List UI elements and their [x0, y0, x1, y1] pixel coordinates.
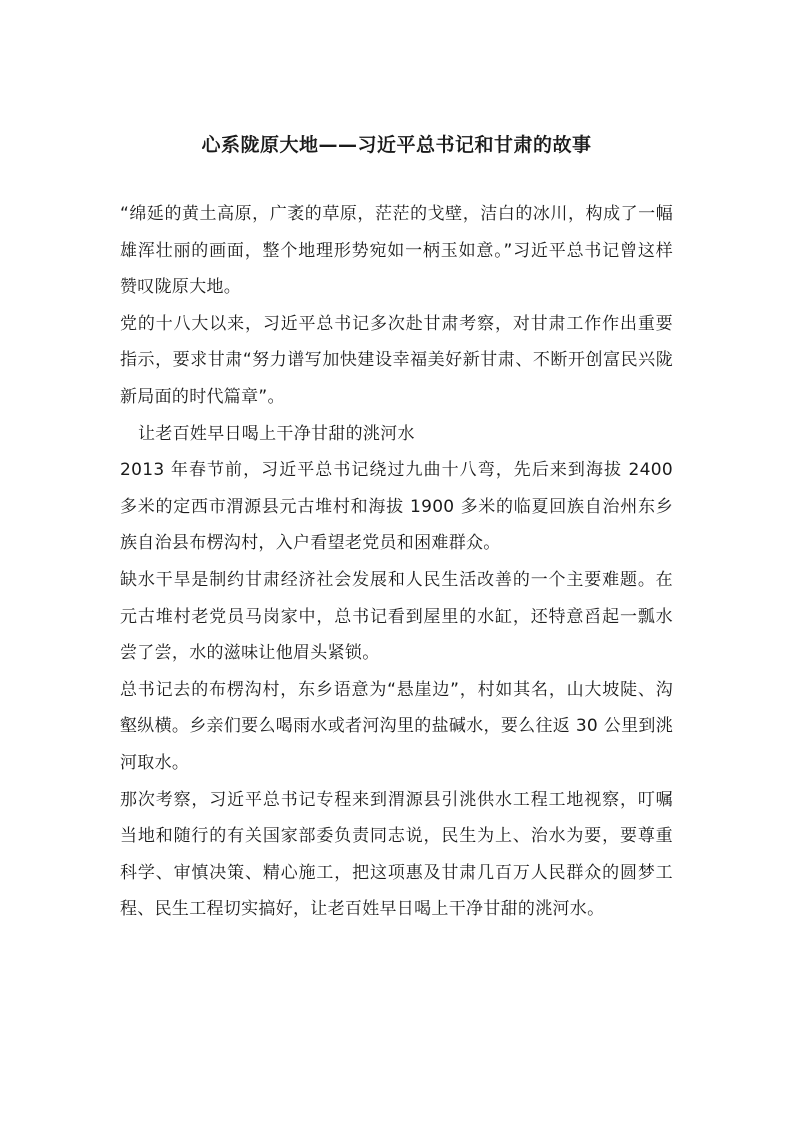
section-subheading: 让老百姓早日喝上干净甘甜的洮河水: [138, 423, 415, 444]
document-title: 心系陇原大地——习近平总书记和甘肃的故事: [201, 134, 592, 156]
document-body: [120, 196, 673, 928]
paragraph-inspection-overview: 党的十八大以来，习近平总书记多次赴甘肃考察，对甘肃工作作出重要指示，要求甘肃“努力谱写加快建设幸福美好新甘肃、不断开创富民兴陇新局面的时代篇章”。: [120, 313, 673, 407]
paragraph-water-shortage: 缺水干旱是制约甘肃经济社会发展和人民生活改善的一个主要难题。在元古堆村老党员马岗家中，总书记看到屋里的水缸，还特意舀起一瓢水尝了尝，水的滋味让他眉头紧锁。: [120, 569, 673, 664]
paragraph-intro-quote: “绵延的黄土高原，广袤的草原，茫茫的戈壁，洁白的冰川，构成了一幅雄浑壮丽的画面，整个地理形势宛如一柄玉如意。”习近平总书记曾这样赞叹陇原大地。: [120, 204, 673, 298]
paragraph-2013-visit: 2013 年春节前，习近平总书记绕过九曲十八弯，先后来到海拔 2400 多米的定西市渭源县元古堆村和海拔 1900 多米的临夏回族自治州东乡族自治县布楞沟村，入户看望老党员和困难群众。: [120, 460, 673, 554]
paragraph-water-project: 那次考察，习近平总书记专程来到渭源县引洮供水工程工地视察，叮嘱当地和随行的有关国家部委负责同志说，民生为上、治水为要，要尊重科学、审慎决策、精心施工，把这项惠及甘肃几百万人民群众的圆梦工程、民生工程切实搞好，让老百姓早日喝上干净甘甜的洮河水。: [120, 789, 673, 920]
paragraph-bulenggou-village: 总书记去的布楞沟村，东乡语意为“悬崖边”，村如其名，山大坡陡、沟壑纵横。乡亲们要么喝雨水或者河沟里的盐碱水，要么往返 30 公里到洮河取水。: [120, 679, 673, 773]
